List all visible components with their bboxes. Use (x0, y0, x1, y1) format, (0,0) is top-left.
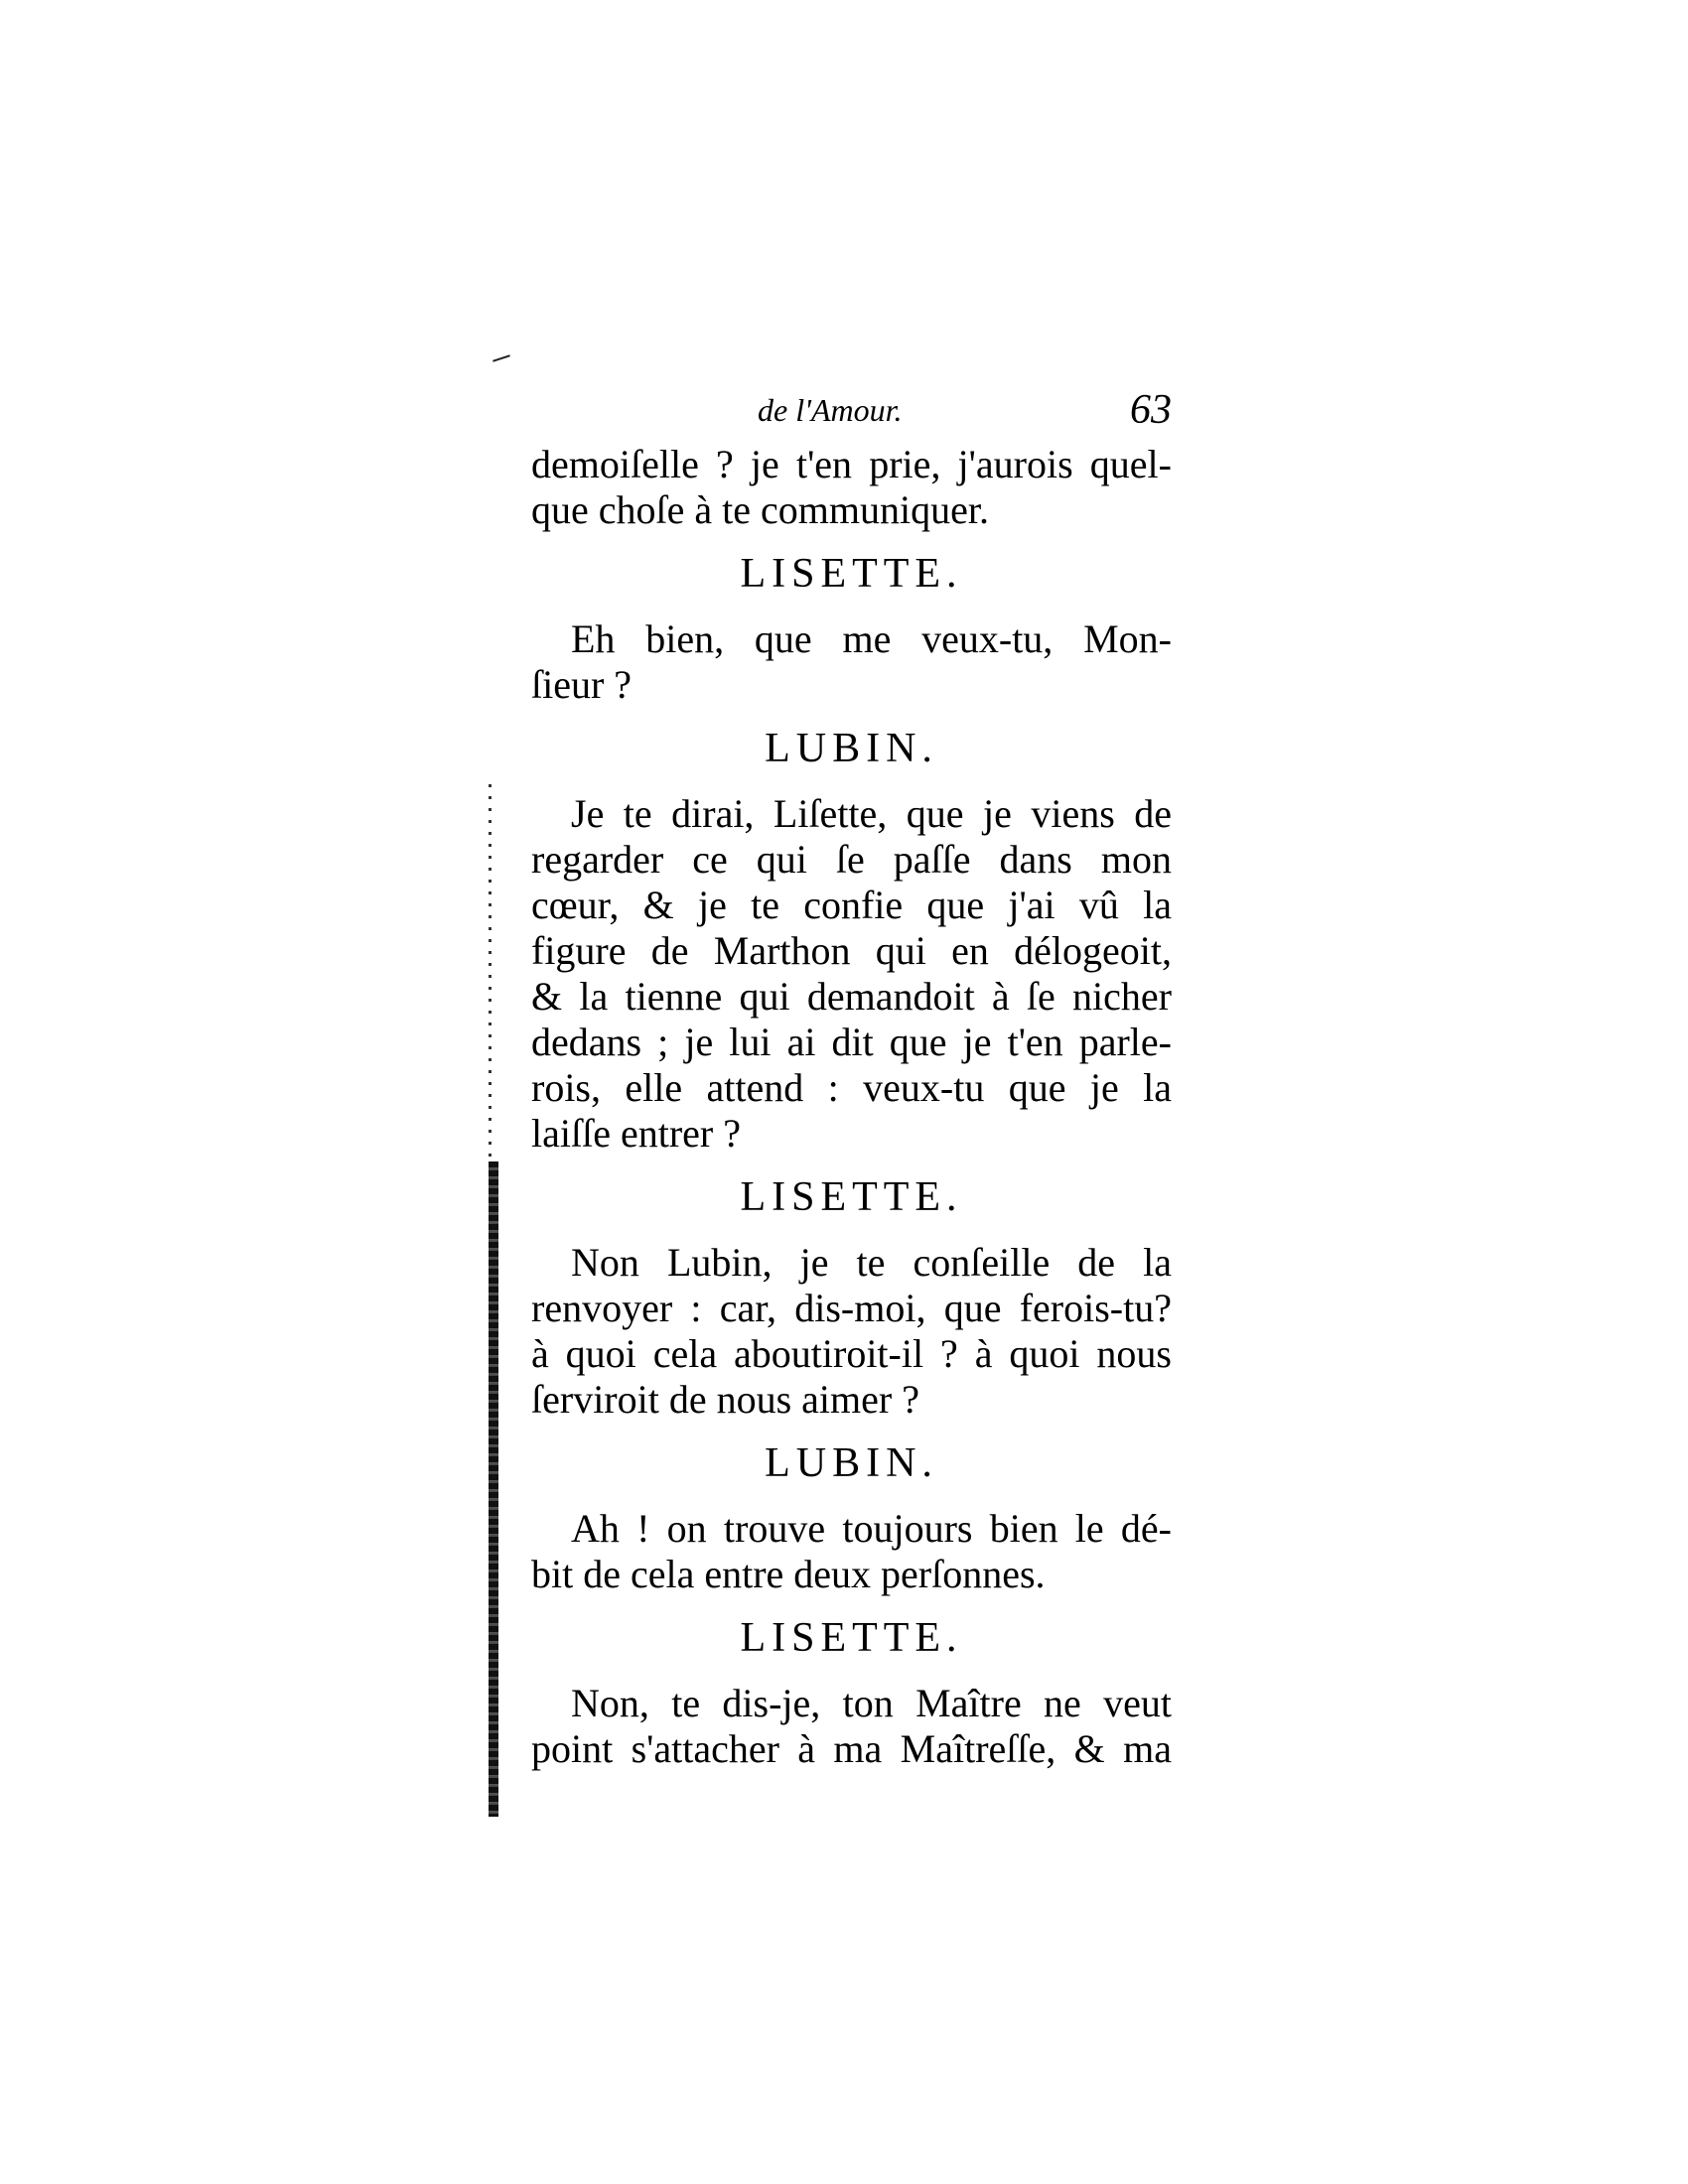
text-line: point s'attacher à ma Maîtreſſe, & ma (531, 1726, 1172, 1771)
text-block (531, 387, 1172, 1772)
text-line: à quoi cela aboutiroit-il ? à quoi nous (531, 1331, 1172, 1376)
text-line: regarder ce qui ſe paſſe dans mon (531, 837, 1172, 882)
text-line: ſieur ? (531, 662, 633, 707)
text-line: demoiſelle ? je t'en prie, j'aurois quel- (531, 442, 1172, 486)
paragraph (531, 1506, 1172, 1597)
text-line: que choſe à te communiquer. (531, 487, 989, 532)
text-line: laiſſe entrer ? (531, 1111, 741, 1156)
text-line: dedans ; je lui ai dit que je t'en parle- (531, 1020, 1172, 1064)
text-line: Non Lubin, je te conſeille de la (571, 1240, 1172, 1285)
text-line: Non, te dis-je, ton Maître ne veut (571, 1681, 1172, 1725)
gutter-dots (489, 784, 492, 1161)
text-line: Je te dirai, Liſette, que je viens de (571, 791, 1172, 836)
text-line: figure de Marthon qui en délogeoit, (531, 928, 1172, 973)
paragraph (531, 1240, 1172, 1423)
page-number: 63 (1130, 387, 1172, 433)
speaker-heading: LUBIN. (765, 1440, 938, 1486)
paragraph (531, 1681, 1172, 1772)
speaker-heading: LISETTE. (740, 1615, 963, 1661)
margin-mark (492, 354, 510, 361)
binding-gutter (489, 1161, 498, 1817)
text-line: renvoyer : car, dis-moi, que ferois-tu? (531, 1286, 1172, 1330)
text-line: Ah ! on trouve toujours bien le dé- (571, 1506, 1172, 1551)
paragraph (531, 616, 1172, 708)
text-line: ſerviroit de nous aimer ? (531, 1377, 919, 1422)
running-title: de l'Amour. (758, 392, 903, 428)
speaker-heading: LUBIN. (765, 726, 938, 771)
text-line: bit de cela entre deux perſonnes. (531, 1552, 1046, 1596)
text-line: cœur, & je te confie que j'ai vû la (531, 883, 1172, 927)
paragraph (531, 442, 1172, 533)
speaker-heading: LISETTE. (740, 1174, 963, 1220)
speaker-heading: LISETTE. (740, 551, 963, 597)
text-line: Eh bien, que me veux-tu, Mon- (571, 616, 1172, 661)
paragraph (531, 791, 1172, 1157)
text-line: & la tienne qui demandoit à ſe nicher (531, 974, 1172, 1019)
running-head (531, 387, 1172, 442)
text-line: rois, elle attend : veux-tu que je la (531, 1065, 1172, 1110)
